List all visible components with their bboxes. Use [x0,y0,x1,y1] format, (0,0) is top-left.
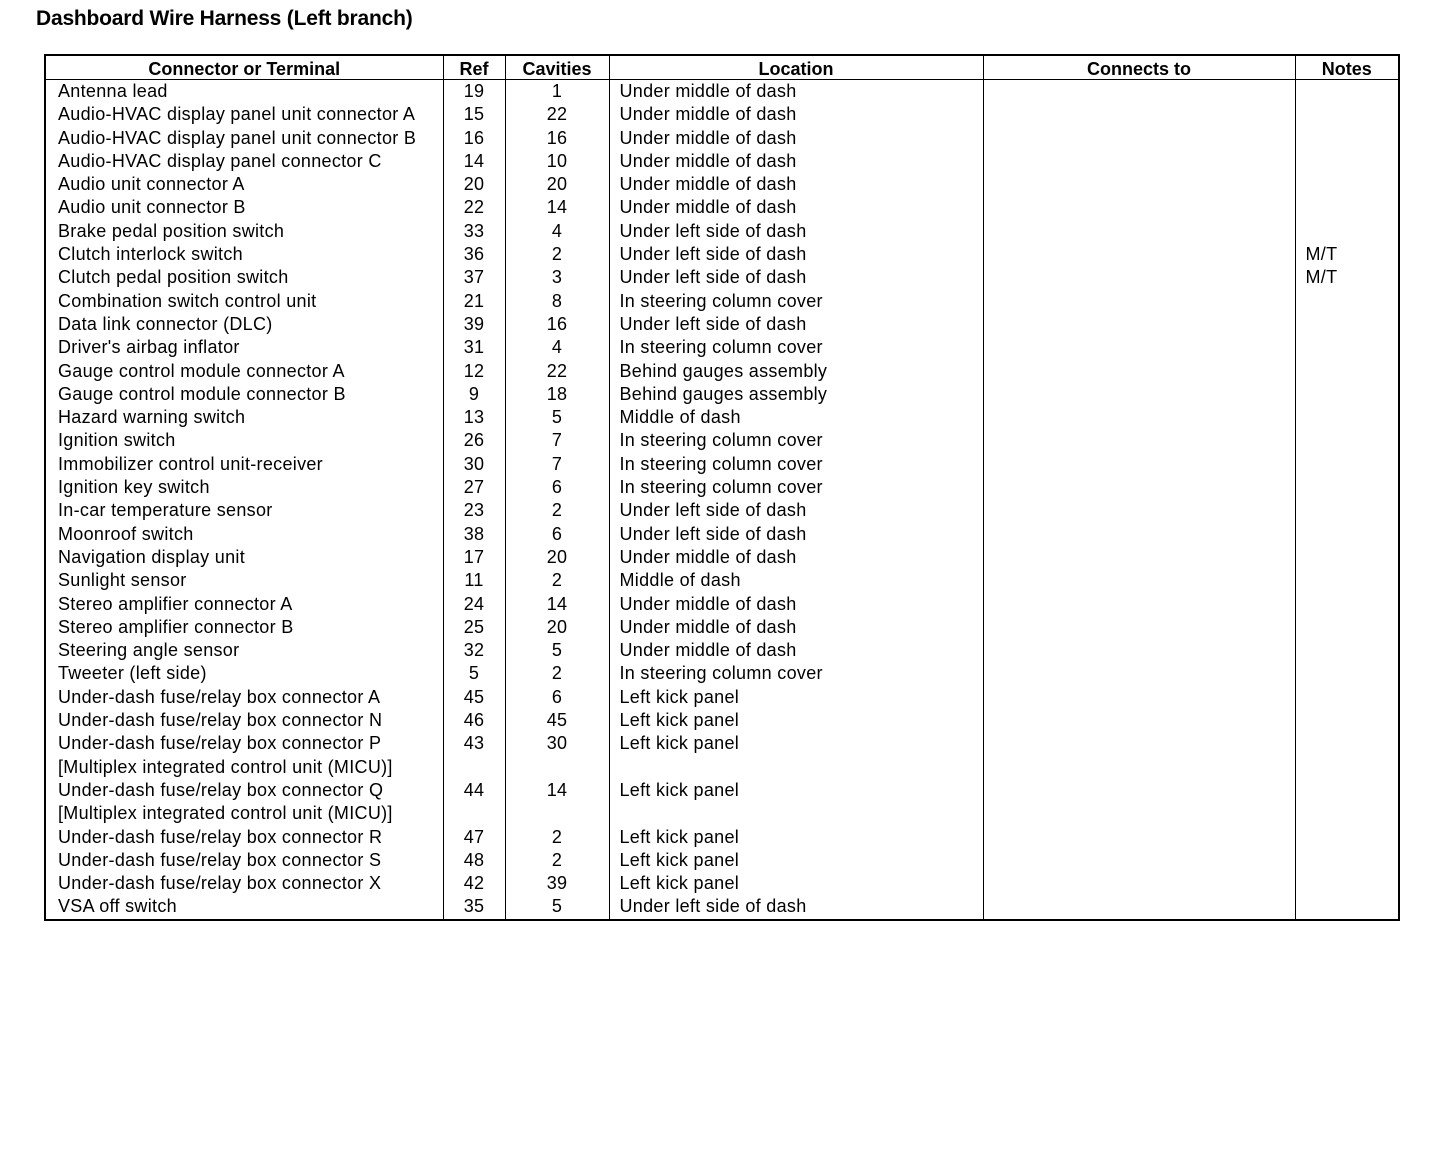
cell-ref: 48 [443,849,505,872]
cell-connector: VSA off switch [58,896,177,917]
cell-location: Under middle of dash [609,593,983,616]
cell-ref: 26 [443,429,505,452]
cell-connector: Data link connector (DLC) [58,313,273,334]
cell-notes [1295,872,1399,895]
cell-connects-to [983,779,1295,826]
cell-location: In steering column cover [609,429,983,452]
cell-ref: 22 [443,196,505,219]
cell-connector: Audio unit connector B [58,197,246,218]
cell-location: Middle of dash [609,569,983,592]
table-row [45,336,1399,359]
cell-notes [1295,150,1399,173]
cell-notes [1295,546,1399,569]
cell-connector: Gauge control module connector A [58,360,345,381]
cell-connects-to [983,313,1295,336]
cell-location: In steering column cover [609,662,983,685]
table-row [45,546,1399,569]
table-row [45,826,1399,849]
table-row [45,476,1399,499]
cell-location: Under middle of dash [609,103,983,126]
cell-notes [1295,826,1399,849]
table-header-row [45,55,1399,80]
cell-location: In steering column cover [609,336,983,359]
harness-table [44,54,1400,921]
cell-notes [1295,616,1399,639]
cell-cavities: 14 [505,779,609,826]
cell-location: Under left side of dash [609,523,983,546]
cell-ref: 32 [443,639,505,662]
cell-notes [1295,849,1399,872]
cell-notes [1295,196,1399,219]
cell-notes [1295,429,1399,452]
cell-ref: 25 [443,616,505,639]
cell-cavities: 3 [505,266,609,289]
cell-connector: Antenna lead [58,81,168,101]
cell-connects-to [983,127,1295,150]
table-row [45,150,1399,173]
cell-cavities: 10 [505,150,609,173]
cell-notes [1295,895,1399,919]
table-row [45,313,1399,336]
cell-connector: Under-dash fuse/relay box connector P [Multiplex integrated control unit (MICU)] [58,733,393,777]
table-body [45,80,1399,920]
cell-connector: Under-dash fuse/relay box connector N [58,710,383,731]
cell-notes [1295,220,1399,243]
cell-cavities: 18 [505,383,609,406]
cell-location: Under middle of dash [609,616,983,639]
cell-ref: 11 [443,569,505,592]
cell-connector: Combination switch control unit [58,290,317,311]
table-row [45,616,1399,639]
cell-connector: Under-dash fuse/relay box connector S [58,849,382,870]
cell-notes [1295,523,1399,546]
cell-connects-to [983,546,1295,569]
cell-cavities: 4 [505,336,609,359]
cell-notes [1295,686,1399,709]
column-header-cavities: Cavities [505,55,609,80]
cell-connects-to [983,593,1295,616]
cell-cavities: 7 [505,429,609,452]
cell-cavities: 22 [505,360,609,383]
column-header-ref: Ref [443,55,505,80]
cell-connects-to [983,476,1295,499]
cell-connects-to [983,80,1295,104]
cell-connects-to [983,849,1295,872]
table-row [45,523,1399,546]
cell-connects-to [983,103,1295,126]
table-row [45,662,1399,685]
cell-location: Under middle of dash [609,639,983,662]
cell-notes [1295,639,1399,662]
column-header-connects-to: Connects to [983,55,1295,80]
cell-ref: 37 [443,266,505,289]
cell-cavities: 2 [505,826,609,849]
cell-connects-to [983,523,1295,546]
cell-connects-to [983,383,1295,406]
cell-connects-to [983,499,1295,522]
cell-notes: M/T [1295,243,1399,266]
cell-connector: Audio unit connector A [58,174,245,195]
cell-ref: 43 [443,732,505,779]
cell-cavities: 20 [505,173,609,196]
cell-location: Middle of dash [609,406,983,429]
table-row [45,872,1399,895]
cell-ref: 24 [443,593,505,616]
table-row [45,429,1399,452]
cell-connector: Under-dash fuse/relay box connector R [58,826,383,847]
cell-notes [1295,80,1399,104]
cell-connector: Audio-HVAC display panel connector C [58,150,382,171]
cell-connects-to [983,569,1295,592]
cell-cavities: 22 [505,103,609,126]
cell-ref: 47 [443,826,505,849]
cell-cavities: 5 [505,406,609,429]
cell-ref: 17 [443,546,505,569]
table-row [45,732,1399,779]
cell-connects-to [983,709,1295,732]
cell-connector: Audio-HVAC display panel unit connector A [58,104,416,125]
table-row [45,360,1399,383]
column-header-connector: Connector or Terminal [45,55,443,80]
cell-notes [1295,127,1399,150]
table-row [45,173,1399,196]
cell-connector: Stereo amplifier connector B [58,616,294,637]
cell-location: Under left side of dash [609,499,983,522]
table-row [45,220,1399,243]
cell-location: Under left side of dash [609,243,983,266]
cell-cavities: 2 [505,662,609,685]
cell-ref: 21 [443,290,505,313]
cell-location: Under left side of dash [609,220,983,243]
cell-connects-to [983,616,1295,639]
cell-connects-to [983,360,1295,383]
table-row [45,849,1399,872]
cell-location: Left kick panel [609,849,983,872]
cell-cavities: 8 [505,290,609,313]
cell-location: Left kick panel [609,872,983,895]
cell-location: Under middle of dash [609,127,983,150]
cell-ref: 30 [443,453,505,476]
table-row [45,127,1399,150]
cell-connects-to [983,290,1295,313]
page-title: Dashboard Wire Harness (Left branch) [36,7,413,30]
cell-cavities: 16 [505,313,609,336]
cell-location: Under left side of dash [609,313,983,336]
cell-ref: 36 [443,243,505,266]
cell-cavities: 6 [505,476,609,499]
cell-ref: 31 [443,336,505,359]
column-header-location: Location [609,55,983,80]
cell-location: Left kick panel [609,709,983,732]
table-row [45,196,1399,219]
cell-location: Under left side of dash [609,895,983,919]
cell-cavities: 30 [505,732,609,779]
cell-notes [1295,313,1399,336]
cell-connector: Navigation display unit [58,546,246,567]
cell-cavities: 14 [505,196,609,219]
cell-location: Behind gauges assembly [609,383,983,406]
cell-ref: 20 [443,173,505,196]
cell-notes [1295,476,1399,499]
cell-cavities: 2 [505,243,609,266]
cell-notes [1295,779,1399,826]
cell-connector: Driver's airbag inflator [58,337,240,358]
table-row [45,639,1399,662]
cell-notes [1295,732,1399,779]
cell-connects-to [983,406,1295,429]
cell-notes [1295,453,1399,476]
cell-connector: Tweeter (left side) [58,663,207,684]
cell-ref: 12 [443,360,505,383]
cell-connector: Clutch pedal position switch [58,267,289,288]
cell-connects-to [983,872,1295,895]
cell-connects-to [983,243,1295,266]
cell-notes [1295,662,1399,685]
cell-connector: Brake pedal position switch [58,220,285,241]
cell-ref: 27 [443,476,505,499]
cell-connector: In-car temperature sensor [58,500,273,521]
cell-ref: 13 [443,406,505,429]
cell-notes [1295,173,1399,196]
cell-location: Under middle of dash [609,546,983,569]
table-row [45,383,1399,406]
cell-location: Under middle of dash [609,150,983,173]
cell-connects-to [983,662,1295,685]
cell-cavities: 2 [505,849,609,872]
cell-notes [1295,593,1399,616]
cell-connector: Stereo amplifier connector A [58,593,293,614]
cell-notes [1295,290,1399,313]
cell-location: Under middle of dash [609,196,983,219]
cell-notes [1295,103,1399,126]
cell-connects-to [983,173,1295,196]
cell-connects-to [983,266,1295,289]
cell-connects-to [983,220,1295,243]
cell-connector: Under-dash fuse/relay box connector Q [Multiplex integrated control unit (MICU)] [58,779,393,824]
cell-connects-to [983,453,1295,476]
cell-ref: 33 [443,220,505,243]
cell-ref: 23 [443,499,505,522]
cell-ref: 44 [443,779,505,826]
cell-connects-to [983,732,1295,779]
cell-notes [1295,709,1399,732]
table-row [45,569,1399,592]
cell-ref: 5 [443,662,505,685]
cell-location: Left kick panel [609,732,983,779]
cell-connects-to [983,429,1295,452]
table-row [45,103,1399,126]
cell-ref: 15 [443,103,505,126]
cell-location: Behind gauges assembly [609,360,983,383]
table-row [45,290,1399,313]
cell-cavities: 7 [505,453,609,476]
cell-location: Left kick panel [609,826,983,849]
cell-cavities: 20 [505,546,609,569]
cell-notes [1295,360,1399,383]
cell-connects-to [983,826,1295,849]
cell-cavities: 14 [505,593,609,616]
cell-cavities: 4 [505,220,609,243]
cell-notes [1295,499,1399,522]
cell-location: In steering column cover [609,453,983,476]
cell-connector: Under-dash fuse/relay box connector A [58,686,381,707]
cell-connects-to [983,150,1295,173]
cell-location: In steering column cover [609,290,983,313]
table-row [45,895,1399,919]
cell-location: In steering column cover [609,476,983,499]
cell-connector: Moonroof switch [58,523,194,544]
cell-location: Under left side of dash [609,266,983,289]
cell-cavities: 1 [505,80,609,104]
cell-notes [1295,406,1399,429]
cell-connects-to [983,336,1295,359]
cell-ref: 35 [443,895,505,919]
table-row [45,406,1399,429]
cell-cavities: 39 [505,872,609,895]
cell-cavities: 2 [505,569,609,592]
cell-connector: Under-dash fuse/relay box connector X [58,873,382,894]
cell-ref: 39 [443,313,505,336]
table-row [45,80,1399,104]
cell-cavities: 6 [505,686,609,709]
cell-connector: Clutch interlock switch [58,244,243,265]
cell-connects-to [983,895,1295,919]
cell-connector: Ignition switch [58,430,176,451]
cell-location: Left kick panel [609,779,983,826]
cell-notes [1295,336,1399,359]
table-row [45,453,1399,476]
table-row [45,779,1399,826]
cell-connector: Sunlight sensor [58,570,187,591]
cell-cavities: 5 [505,639,609,662]
cell-connector: Audio-HVAC display panel unit connector B [58,127,417,148]
cell-notes: M/T [1295,266,1399,289]
cell-notes [1295,569,1399,592]
cell-ref: 14 [443,150,505,173]
cell-connects-to [983,639,1295,662]
cell-location: Under middle of dash [609,80,983,104]
cell-connector: Hazard warning switch [58,407,246,428]
cell-cavities: 16 [505,127,609,150]
cell-location: Left kick panel [609,686,983,709]
cell-cavities: 2 [505,499,609,522]
cell-ref: 38 [443,523,505,546]
cell-ref: 16 [443,127,505,150]
table-row [45,593,1399,616]
cell-connector: Gauge control module connector B [58,383,346,404]
cell-cavities: 5 [505,895,609,919]
cell-connects-to [983,686,1295,709]
table-row [45,686,1399,709]
table-row [45,266,1399,289]
cell-cavities: 45 [505,709,609,732]
table-row [45,709,1399,732]
cell-ref: 42 [443,872,505,895]
column-header-notes: Notes [1295,55,1399,80]
cell-connects-to [983,196,1295,219]
cell-ref: 45 [443,686,505,709]
cell-ref: 46 [443,709,505,732]
cell-ref: 9 [443,383,505,406]
cell-location: Under middle of dash [609,173,983,196]
cell-ref: 19 [443,80,505,104]
cell-cavities: 6 [505,523,609,546]
cell-notes [1295,383,1399,406]
cell-connector: Steering angle sensor [58,640,240,661]
cell-connector: Immobilizer control unit-receiver [58,453,323,474]
cell-cavities: 20 [505,616,609,639]
cell-connector: Ignition key switch [58,477,210,498]
table-row [45,499,1399,522]
table-row [45,243,1399,266]
